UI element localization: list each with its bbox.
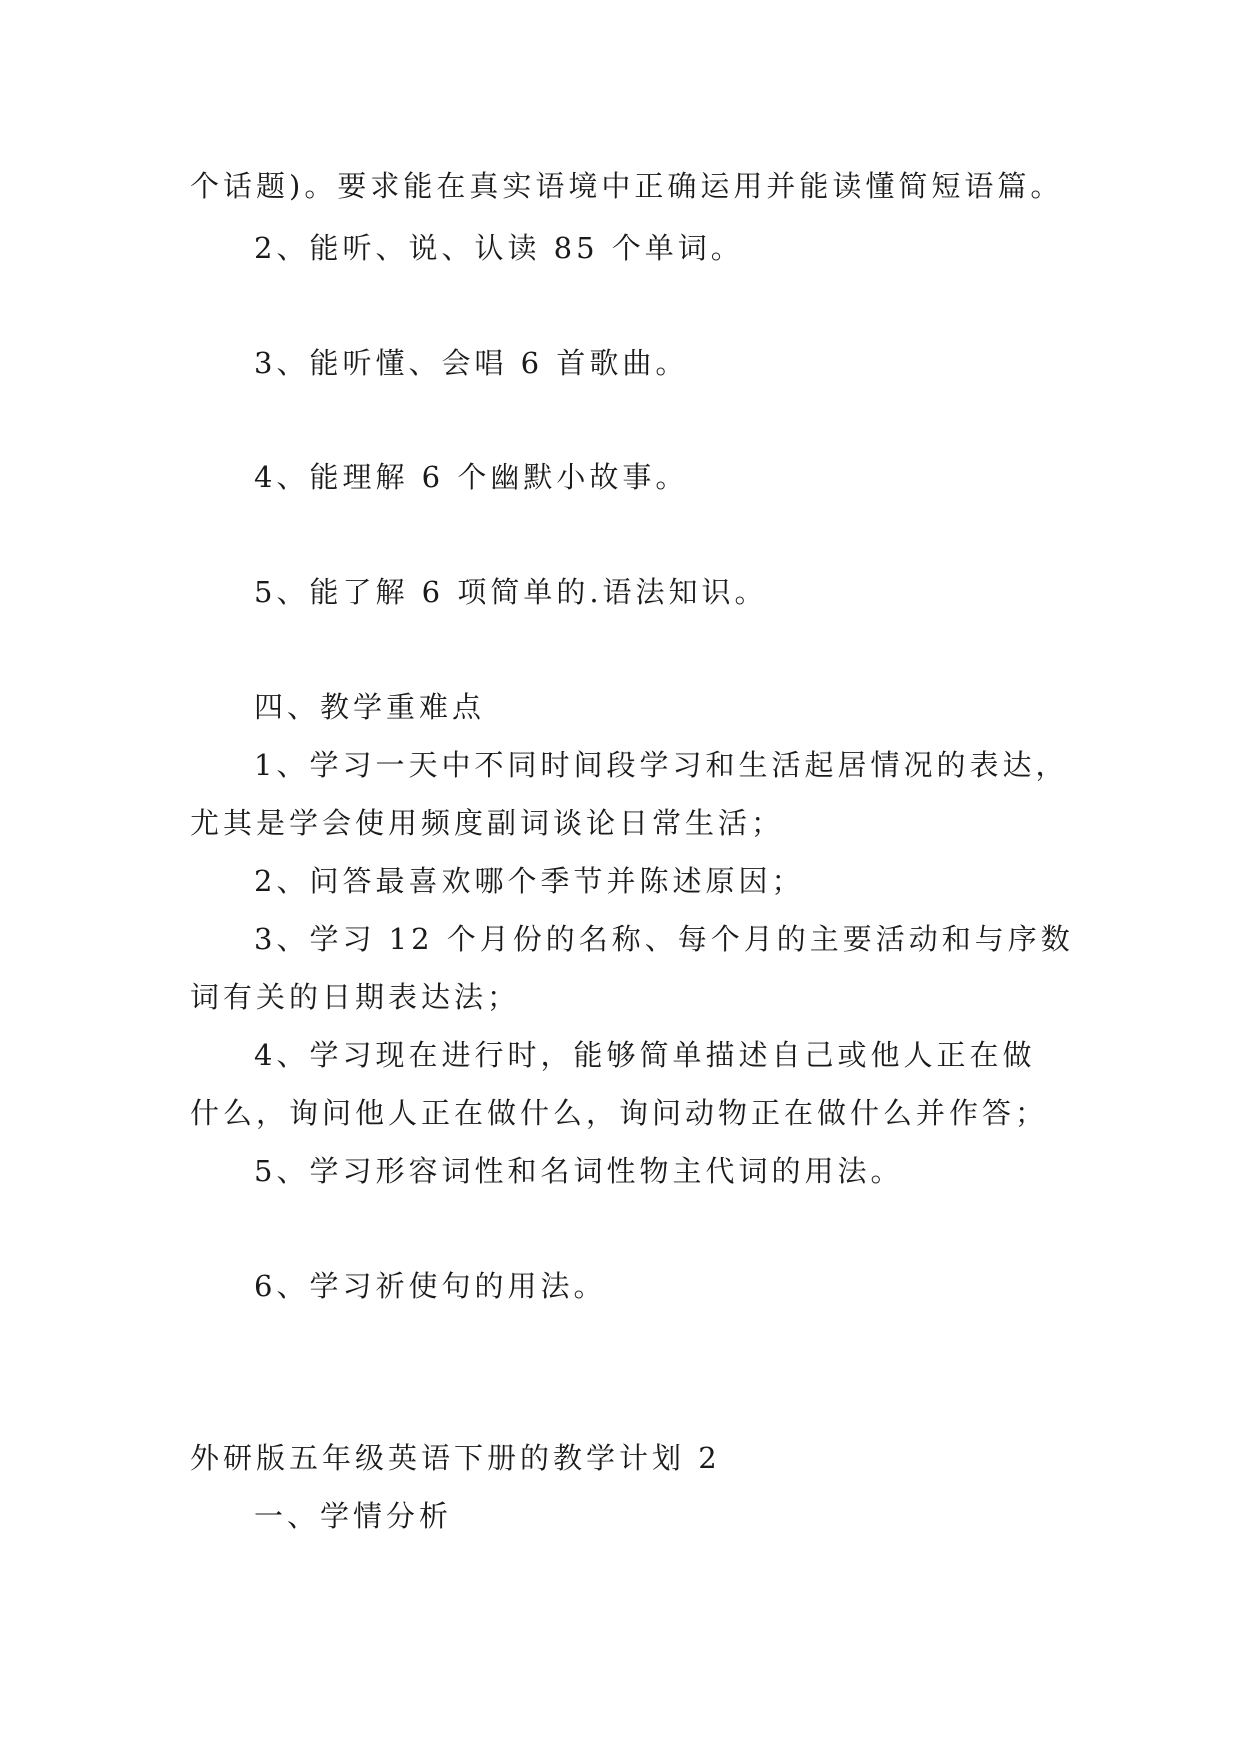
key-point-3-line-2: 词有关的日期表达法； [190, 980, 521, 1014]
key-point-1-line-1: 1、学习一天中不同时间段学习和生活起居情况的表达， [254, 748, 1069, 782]
key-point-2: 2、问答最喜欢哪个季节并陈述原因； [254, 864, 805, 898]
key-point-6: 6、学习祈使句的用法。 [254, 1269, 607, 1303]
section-heading-key-points: 四、教学重难点 [254, 690, 486, 724]
key-point-4-line-1: 4、学习现在进行时，能够简单描述自己或他人正在做 [254, 1038, 1036, 1072]
goal-item-4: 4、能理解 6 个幽默小故事。 [254, 460, 689, 494]
section-heading-analysis: 一、学情分析 [254, 1499, 453, 1533]
goal-item-5: 5、能了解 6 项简单的.语法知识。 [254, 575, 768, 609]
paragraph-continuation: 个话题)。要求能在真实语境中正确运用并能读懂简短语篇。 [190, 169, 1064, 203]
key-point-3-line-1: 3、学习 12 个月份的名称、每个月的主要活动和与序数 [254, 922, 1074, 956]
goal-item-2: 2、能听、说、认读 85 个单词。 [254, 231, 744, 265]
goal-item-3: 3、能听懂、会唱 6 首歌曲。 [254, 346, 689, 380]
document-subtitle: 外研版五年级英语下册的教学计划 2 [190, 1441, 721, 1475]
key-point-1-line-2: 尤其是学会使用频度副词谈论日常生活； [190, 806, 785, 840]
key-point-4-line-2: 什么，询问他人正在做什么，询问动物正在做什么并作答； [190, 1096, 1049, 1130]
key-point-5: 5、学习形容词性和名词性物主代词的用法。 [254, 1154, 904, 1188]
